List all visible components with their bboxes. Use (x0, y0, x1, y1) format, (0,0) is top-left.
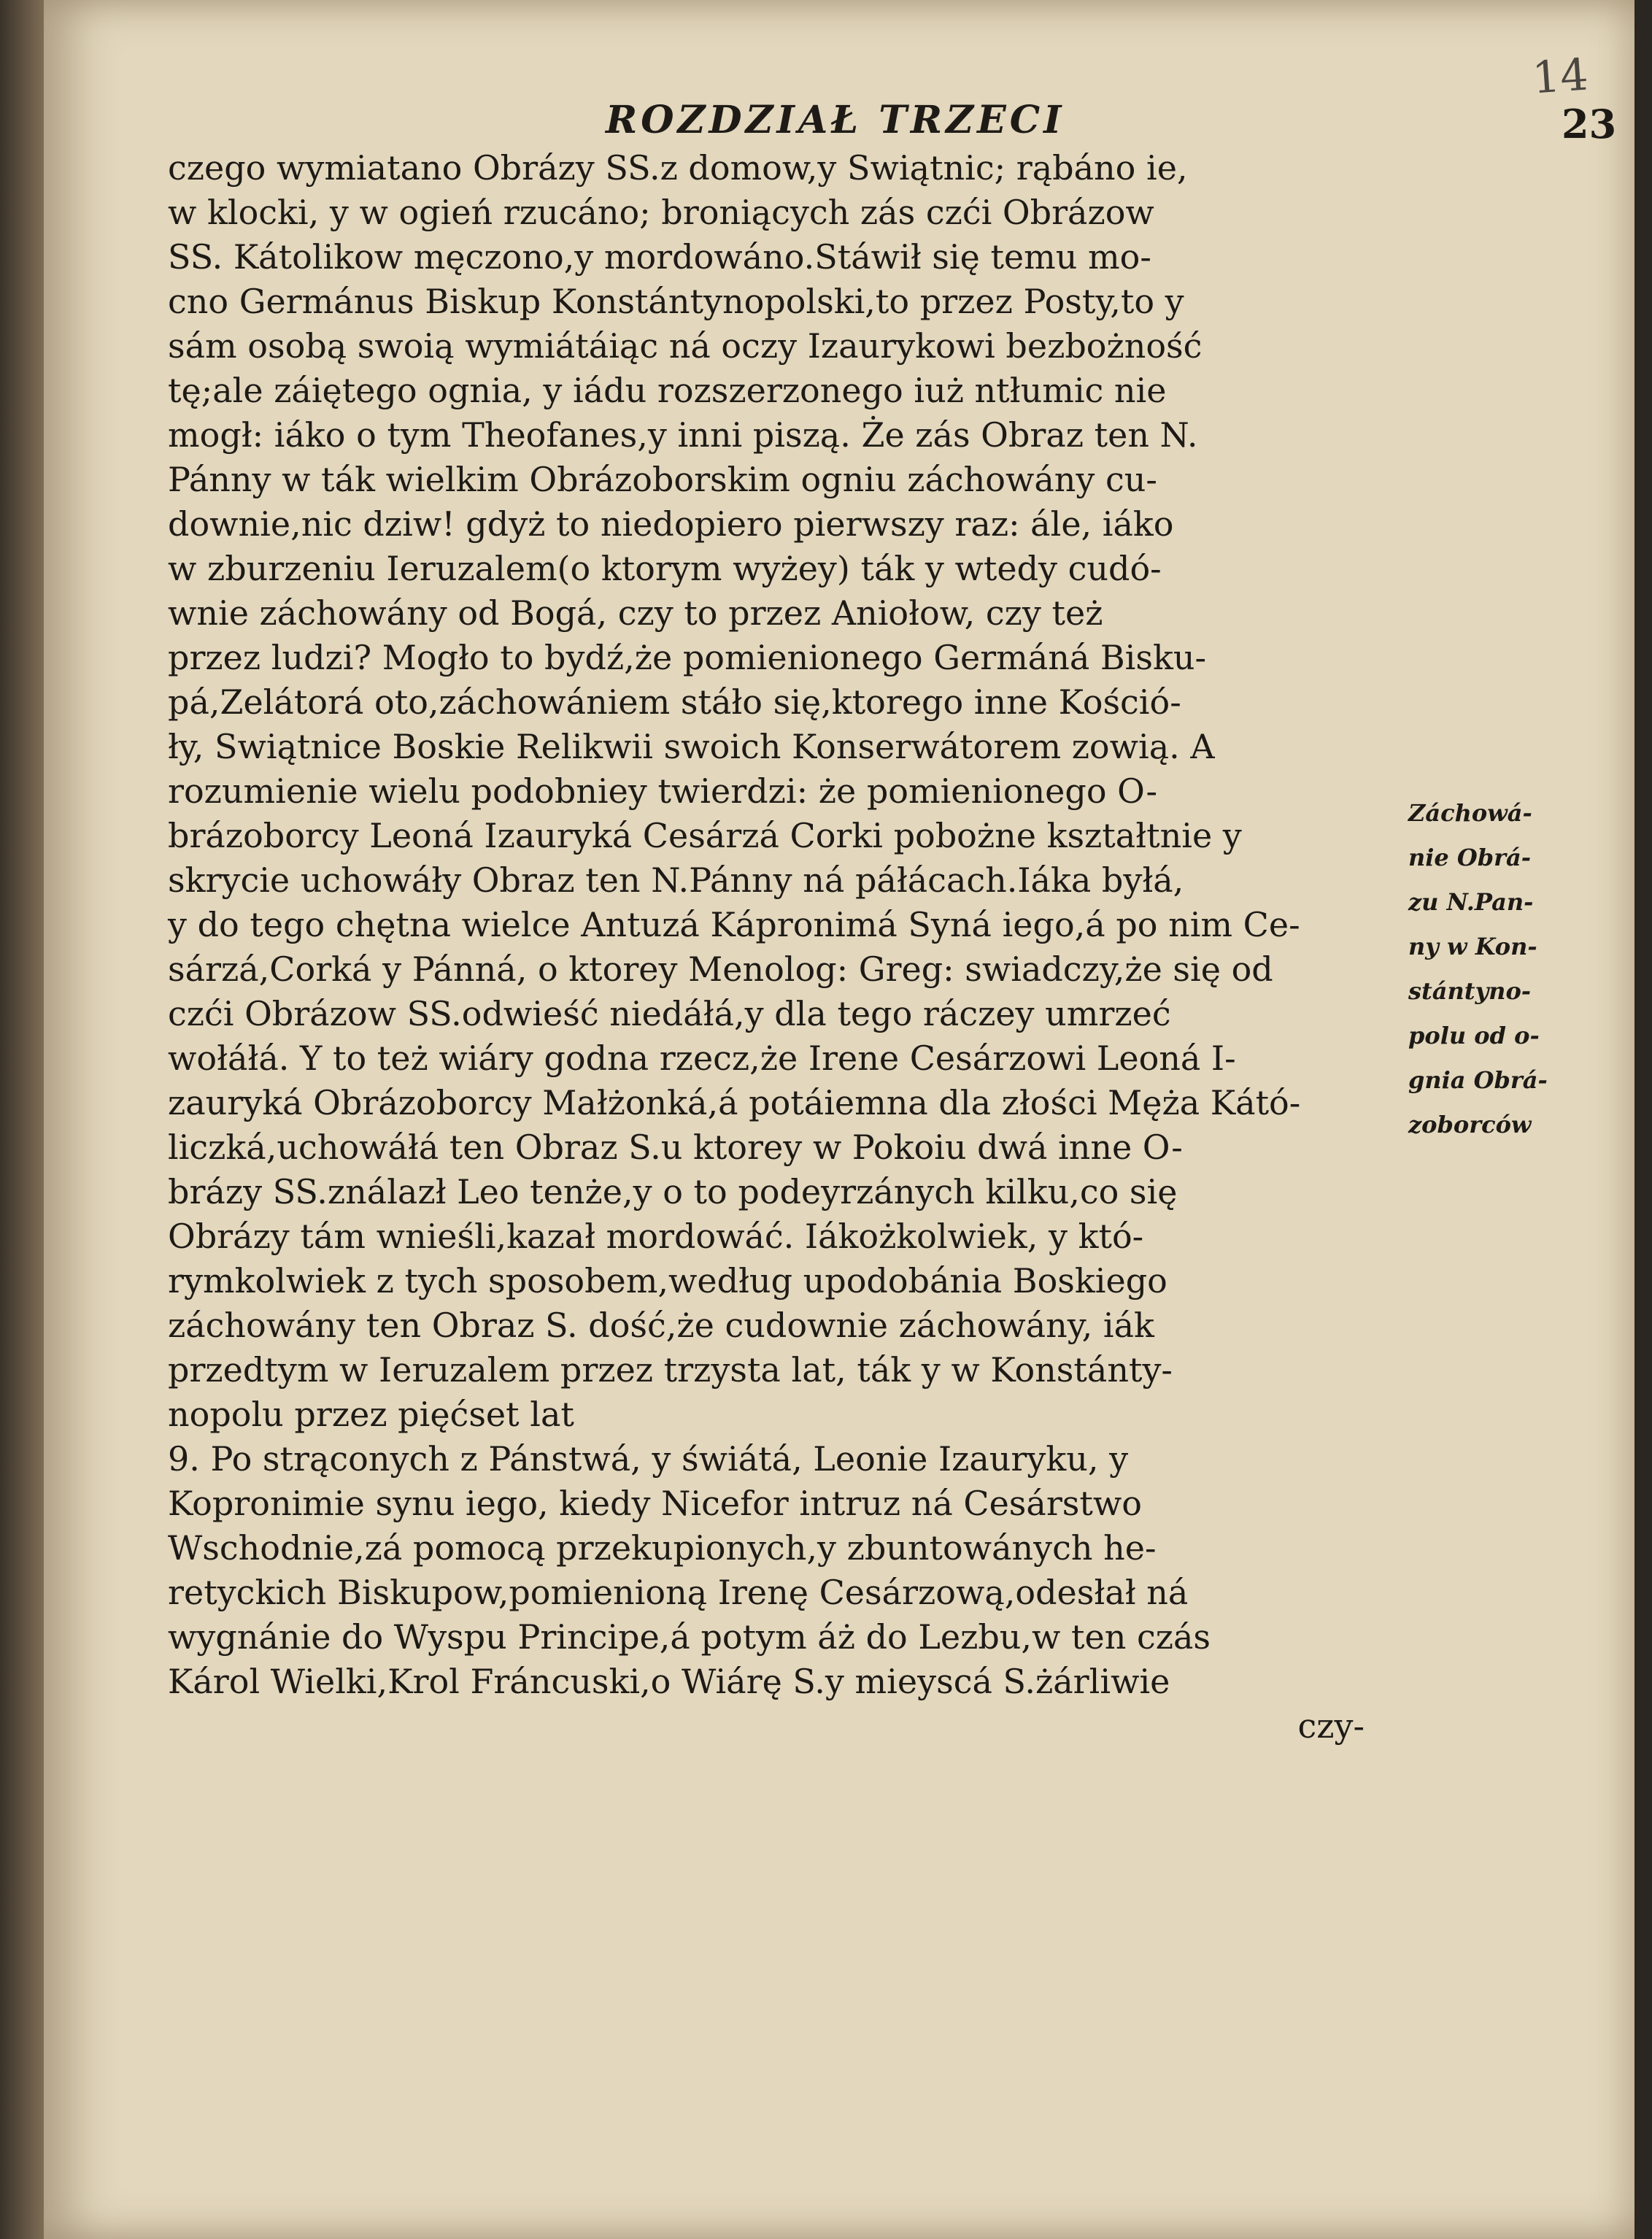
folio-number: 14 (1530, 49, 1590, 104)
text-line: zauryká Obrázoborcy Małżonká,á potáiemna dla złości Męża Kátó- (168, 1083, 1301, 1122)
text-line: Obrázy tám wnieśli,kazał mordowáć. Iákożkolwiek, y któ- (168, 1217, 1144, 1256)
text-line: pá,Zelátorá oto,záchowániem stáło się,ktorego inne Kośció- (168, 682, 1181, 722)
text-line: záchowány ten Obraz S. dość,że cudownie záchowány, iák (168, 1306, 1154, 1345)
page-number: 23 (1562, 101, 1617, 147)
text-line: rymkolwiek z tych sposobem,według upodobánia Boskiego (168, 1261, 1167, 1300)
text-line: cno Germánus Biskup Konstántynopolski,to przez Posty,to y (168, 282, 1184, 321)
book-page (44, 0, 1634, 2239)
text-line: w klocki, y w ogień rzucáno; broniących zás czći Obrázow (168, 193, 1154, 232)
text-line: sárzá,Corká y Pánná, o ktorey Menolog: Greg: swiadczy,że się od (168, 949, 1273, 989)
margin-note-line: Záchowá- (1408, 799, 1532, 827)
text-line: brázoborcy Leoná Izauryká Cesárzá Corki pobożne kształtnie y (168, 816, 1242, 855)
text-line: Kopronimie synu iego, kiedy Nicefor intruz ná Cesárstwo (168, 1484, 1142, 1523)
text-line: przez ludzi? Mogło to bydź,że pomienionego Germáná Bisku- (168, 638, 1207, 677)
paragraph-start-line: 9. Po strąconych z Pánstwá, y świátá, Leonie Izauryku, y (168, 1439, 1129, 1479)
text-line: wołáłá. Y to też wiáry godna rzecz,że Irene Cesárzowi Leoná I- (168, 1038, 1236, 1078)
text-line: wygnánie do Wyspu Principe,á potym áż do Lezbu,w ten czás (168, 1617, 1211, 1657)
text-line: skrycie uchowáły Obraz ten N.Pánny ná páłácach.Iáka byłá, (168, 860, 1184, 900)
text-line: y do tego chętna wielce Antuzá Kápronimá Syná iego,á po nim Ce- (168, 905, 1300, 944)
text-line: Károl Wielki,Krol Fráncuski,o Wiárę S.y mieyscá S.żárliwie (168, 1662, 1170, 1701)
text-line: liczká,uchowáłá ten Obraz S.u ktorey w Pokoiu dwá inne O- (168, 1128, 1183, 1167)
margin-note-line: stántyno- (1408, 977, 1532, 1005)
margin-notes (1408, 791, 1613, 1147)
running-header: ROZDZIAŁ TRZECI (606, 98, 1065, 142)
text-line: mogł: iáko o tym Theofanes,y inni piszą. Że zás Obraz ten N. (168, 415, 1198, 455)
text-line: rozumienie wielu podobniey twierdzi: że pomienionego O- (168, 771, 1158, 811)
text-line: czći Obrázow SS.odwieść niedáłá,y dla tego ráczey umrzeć (168, 994, 1171, 1033)
margin-note-line: nie Obrá- (1408, 844, 1532, 871)
text-line: tę;ale záiętego ognia, y iádu rozszerzonego iuż ntłumic nie (168, 371, 1167, 410)
catchword: czy- (1297, 1706, 1365, 1746)
text-line: downie,nic dziw! gdyż to niedopiero pierwszy raz: ále, iáko (168, 504, 1174, 544)
text-line: w zburzeniu Ieruzalem(o ktorym wyżey) ták y wtedy cudó- (168, 549, 1162, 588)
text-line: przedtym w Ieruzalem przez trzysta lat, ták y w Konstánty- (168, 1350, 1173, 1390)
text-line: Pánny w ták wielkim Obrázoborskim ogniu záchowány cu- (168, 460, 1157, 499)
text-line: wnie záchowány od Bogá, czy to przez Aniołow, czy też (168, 593, 1103, 633)
text-line: sám osobą swoią wymiátáiąc ná oczy Izaurykowi bezbożność (168, 326, 1203, 366)
margin-note-line: zu N.Pan- (1408, 888, 1534, 916)
margin-note-line: gnia Obrá- (1408, 1066, 1548, 1094)
text-line: SS. Kátolikow męczono,y mordowáno.Stáwił się temu mo- (168, 237, 1151, 277)
text-line: ły, Swiątnice Boskie Relikwii swoich Konserwátorem zowią. A (168, 727, 1215, 766)
text-line: Wschodnie,zá pomocą przekupionych,y zbuntowánych he- (168, 1528, 1157, 1568)
text-line: brázy SS.ználazł Leo tenże,y o to podeyrzánych kilku,co się (168, 1172, 1178, 1211)
text-line: retyckich Biskupow,pomienioną Irenę Cesárzową,odesłał ná (168, 1573, 1189, 1612)
text-line: czego wymiatano Obrázy SS.z domow,y Swiątnic; rąbáno ie, (168, 148, 1188, 188)
margin-note-line: zoborców (1408, 1111, 1532, 1138)
margin-note-line: ny w Kon- (1408, 933, 1537, 960)
body-text (168, 146, 1467, 1749)
text-line: nopolu przez pięćset lat (168, 1395, 574, 1434)
margin-note-line: polu od o- (1408, 1022, 1540, 1049)
